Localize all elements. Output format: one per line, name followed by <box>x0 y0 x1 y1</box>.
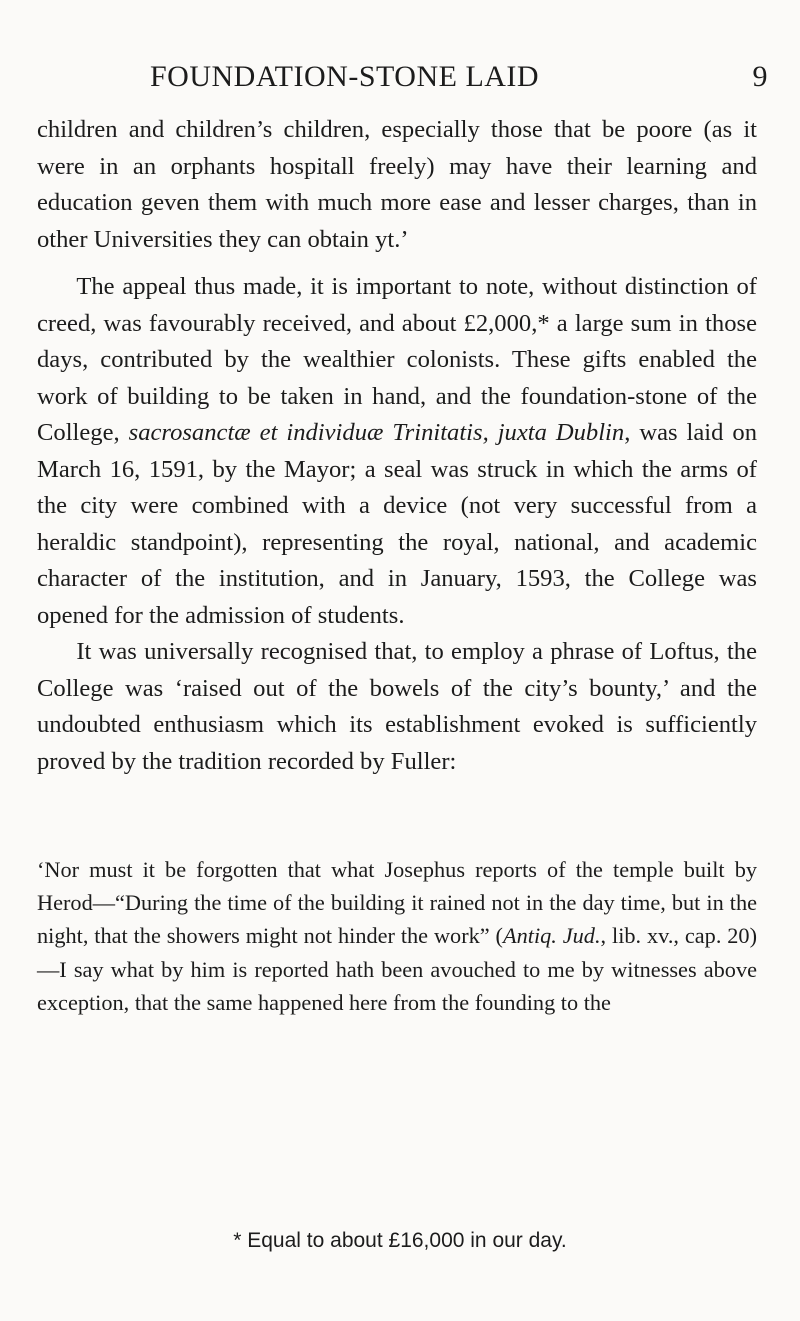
quote-text-a: ‘Nor must it be forgotten that what Josephus reports of the temple built by Herod—“During the time of the building it rained not in the day time, but in the night, that the showers might not hinder the work” ( <box>37 857 757 949</box>
chapter-title: FOUNDATION-STONE LAID <box>150 60 540 93</box>
paragraph-2 <box>37 269 757 634</box>
page-number: 9 <box>752 60 768 93</box>
footnote: * Equal to about £16,000 in our day. <box>233 1229 567 1252</box>
quote-text-b: , lib. xv., cap. 20)—I say what by him is reported hath been avouched to me by witnesses above exception, that the same happened here from the founding to the <box>37 923 758 1015</box>
paragraph-2-text-a: The appeal thus made, it is important to note, without distinction of creed, was favourably received, and about £2,000,* a large sum in those days, contributed by the wealthier colonists. These gifts enabled the work of building to be taken in hand, and the foundation-stone of the College, <box>37 273 757 446</box>
paragraph-3: It was universally recognised that, to employ a phrase of Loftus, the College was ‘raised out of the bowels of the city’s bounty,’ and the undoubted enthusiasm which its establishment evoked is sufficiently proved by the tradition recorded by Fuller: <box>37 638 757 775</box>
paragraph-2-college-name: sacrosanctæ et individuæ Trinitatis, juxta Dublin <box>128 419 625 446</box>
paragraph-1: children and children’s children, especially those that be poore (as it were in an orphants hospitall freely) may have their learning and education geven them with much more ease and lesser charges, than in other Universities they can obtain yt.’ <box>37 116 757 253</box>
body-text <box>37 112 757 780</box>
paragraph-2-text-b: , was laid on March 16, 1591, by the Mayor; a seal was struck in which the arms of the city were combined with a device (not very successful from a heraldic standpoint), representing the royal, national, and academic character of the institution, and in January, 1593, the College was opened for the admission of students. <box>37 419 757 629</box>
quote-paragraph <box>37 853 757 1019</box>
block-quote <box>37 853 757 1019</box>
quote-citation: Antiq. Jud. <box>503 923 601 949</box>
